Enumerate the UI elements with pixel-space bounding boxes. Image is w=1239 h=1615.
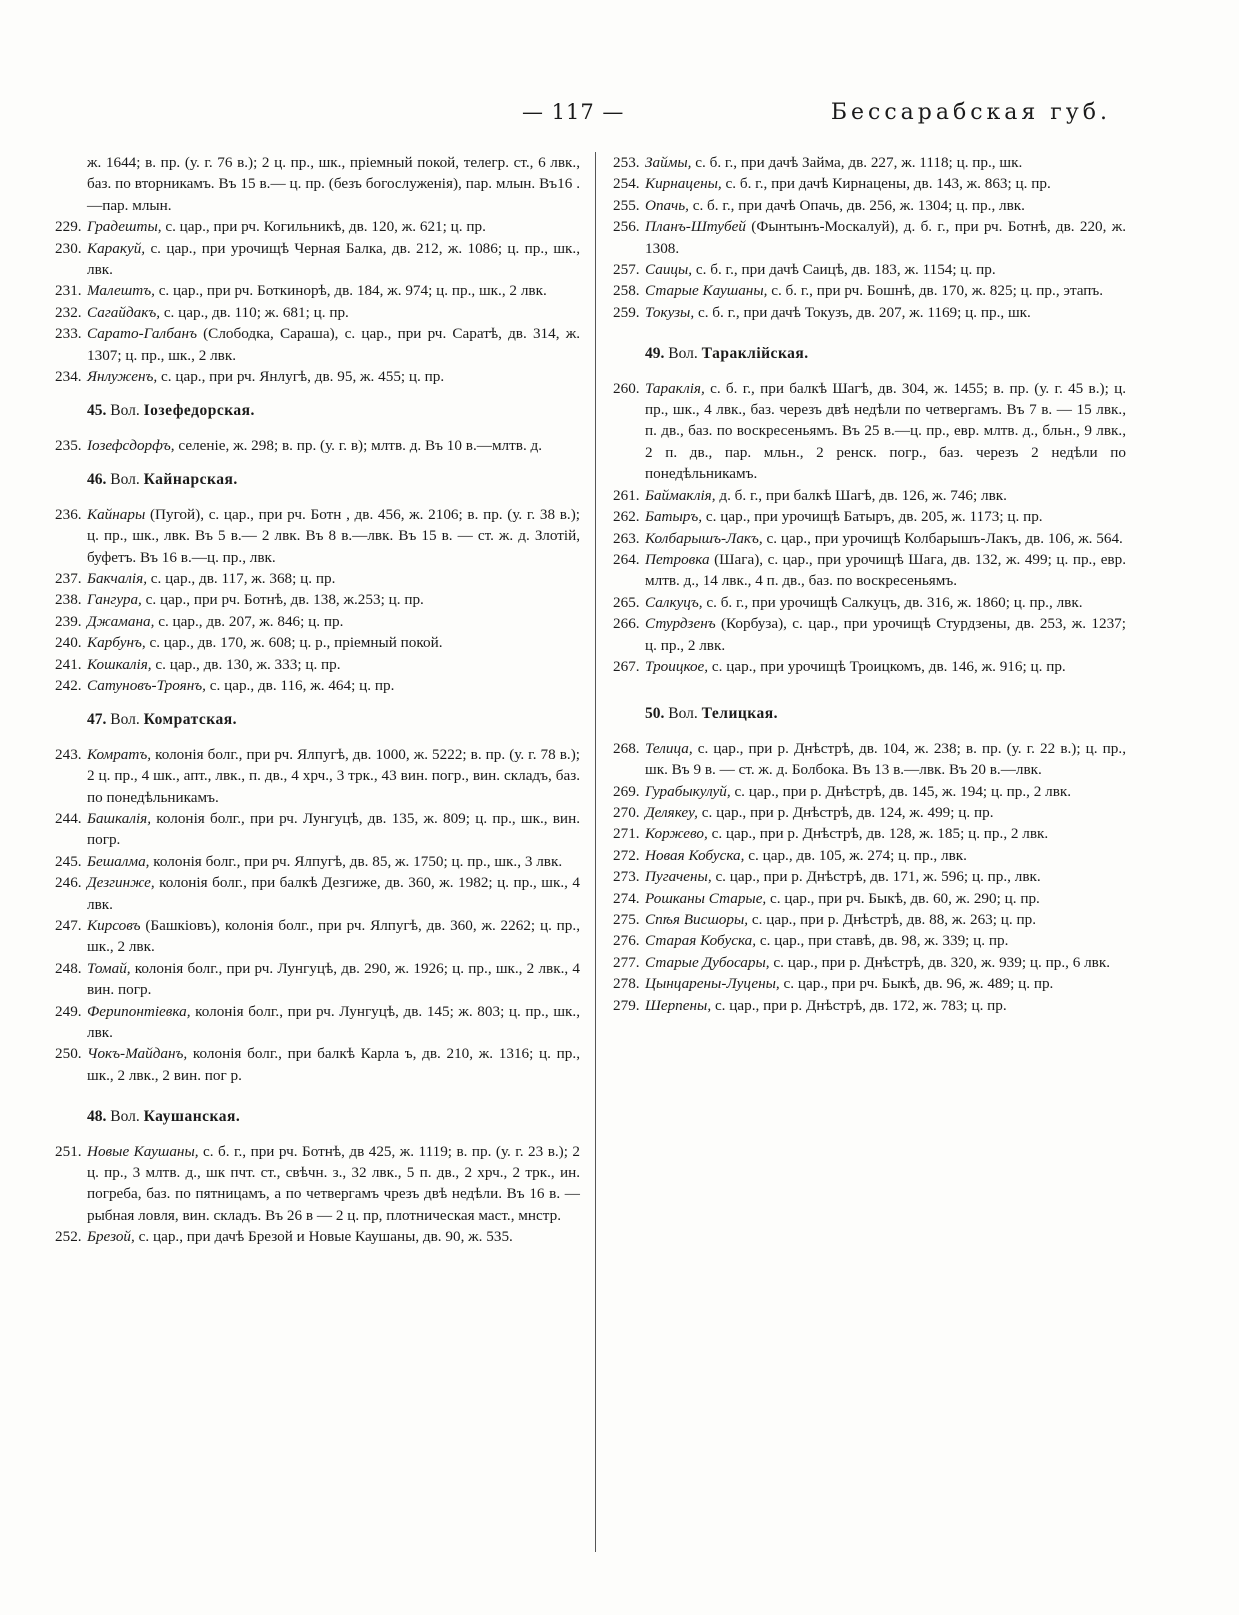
entry-description: с. цар., при урочищѣ Троицкомъ, дв. 146, ж. 916; ц. пр. <box>708 657 1066 675</box>
place-name: Пугачены, <box>645 868 712 886</box>
gazetteer-entry <box>613 845 1126 866</box>
entry-number: 230. <box>55 239 82 257</box>
gazetteer-entry <box>613 528 1126 549</box>
gazetteer-entry <box>55 366 580 387</box>
place-name: Баймаклія, <box>645 486 716 504</box>
gazetteer-entry <box>613 952 1126 973</box>
place-name: Шерпены, <box>645 996 712 1014</box>
entry-number: 233. <box>55 325 82 343</box>
entry-description: с. цар., дв. 207, ж. 846; ц. пр. <box>154 612 344 630</box>
entry-description: колонія болг., при рч. Лунгуцѣ, дв. 135, ж. 809; ц. пр., шк., вин. погр. <box>87 809 580 849</box>
place-name: Петровка <box>645 550 710 568</box>
place-name: Новая Кобуска, <box>645 846 745 864</box>
section-prefix: Вол. <box>110 471 140 489</box>
entry-list <box>55 744 580 1087</box>
entry-number: 244. <box>55 809 82 827</box>
section-number: 48. <box>87 1108 107 1126</box>
entry-description: (Пугой), с. цар., при рч. Ботн , дв. 456, ж. 2106; в. пр. (у. г. 38 в.); ц. пр., шк., лвк. Въ 5 в.— 2 лвк. Въ 8 в.—лвк. Въ 15 в. — ст. ж. д. Злотій, буфетъ. Въ 16 в.—ц. пр., лвк. <box>87 505 580 566</box>
entry-number: 252. <box>55 1228 82 1246</box>
place-name: Планъ-Штубей <box>645 218 746 236</box>
entry-description: с. б. г., при дачѣ Кирнацены, дв. 143, ж. 863; ц. пр. <box>721 175 1051 193</box>
place-name: Рошканы Старые, <box>645 889 767 907</box>
entry-description: с. цар., при рч. Быкѣ, дв. 60, ж. 290; ц. пр. <box>766 889 1040 907</box>
gazetteer-entry <box>613 216 1126 259</box>
gazetteer-entry <box>55 568 580 589</box>
entry-number: 246. <box>55 874 82 892</box>
place-name: Токузы, <box>645 303 695 321</box>
place-name: Саицы, <box>645 261 693 279</box>
section-number: 46. <box>87 471 107 489</box>
place-name: Кошкалія, <box>87 655 152 673</box>
place-name: Гангура, <box>87 591 142 609</box>
section-title: Телицкая. <box>701 705 779 723</box>
entry-description: д. б. г., при балкѣ Шагѣ, дв. 126, ж. 746; лвк. <box>715 486 1007 504</box>
entry-number: 243. <box>55 745 82 763</box>
section-title: Комратская. <box>143 711 237 729</box>
entry-description: с. цар., при рч. Янлугѣ, дв. 95, ж. 455; ц. пр. <box>157 368 445 386</box>
entry-number: 229. <box>55 218 82 236</box>
entry-number: 261. <box>613 486 640 504</box>
place-name: Карбунъ, <box>87 634 146 652</box>
entry-description: колонія болг., при балкѣ Карла ъ, дв. 210, ж. 1316; ц. пр., шк., 2 лвк., 2 вин. пог р. <box>87 1045 580 1084</box>
entry-description: с. цар., при урочищѣ Батыръ, дв. 205, ж. 1173; ц. пр. <box>702 508 1043 526</box>
entry-description: с. цар., при рч. Быкѣ, дв. 96, ж. 489; ц. пр. <box>779 975 1054 993</box>
place-name: Іозефсдорфъ, <box>87 436 175 454</box>
entry-number: 277. <box>613 953 640 971</box>
entry-description: с. цар., при урочищѣ Черная Балка, дв. 212, ж. 1086; ц. пр., шк., лвк. <box>87 239 580 279</box>
gazetteer-entry <box>55 872 580 915</box>
place-name: Бакчалія, <box>87 569 147 587</box>
entry-description: с. цар., дв. 117, ж. 368; ц. пр. <box>147 569 336 587</box>
page-number: — 117 — <box>522 100 625 124</box>
entry-description: (Корбуза), с. цар., при урочищѣ Стурдзены, дв. 253, ж. 1237; ц. пр., 2 лвк. <box>645 615 1126 654</box>
entry-description: с. б. г., при урочищѣ Салкуцъ, дв. 316, ж. 1860; ц. пр., лвк. <box>702 593 1083 611</box>
place-name: Сагайдакъ, <box>87 303 161 321</box>
gazetteer-entry <box>55 1001 580 1044</box>
place-name: Троицкое, <box>645 657 709 675</box>
entry-number: 278. <box>613 975 640 993</box>
gazetteer-entry <box>613 995 1126 1016</box>
entry-description: с. цар., при р. Днѣстрѣ, дв. 320, ж. 939; ц. пр., 6 лвк. <box>769 953 1111 971</box>
gazetteer-entry <box>55 589 580 610</box>
place-name: Кирнацены, <box>645 175 722 193</box>
gazetteer-entry <box>613 866 1126 887</box>
gazetteer-entry <box>613 173 1126 194</box>
section-prefix: Вол. <box>668 705 698 723</box>
entry-description: с. б. г., при дачѣ Займа, дв. 227, ж. 1118; ц. пр., шк. <box>691 154 1023 171</box>
column-divider <box>595 152 596 1552</box>
entry-number: 235. <box>55 436 82 454</box>
entry-description: с. цар., при р. Днѣстрѣ, дв. 171, ж. 596; ц. пр., лвк. <box>711 868 1041 886</box>
place-name: Стурдзенъ <box>645 615 716 633</box>
entry-number: 269. <box>613 782 640 800</box>
gazetteer-entry <box>55 808 580 851</box>
section-title: Іозефедорская. <box>143 402 255 420</box>
entry-description: с. б. г., при дачѣ Токузъ, дв. 207, ж. 1169; ц. пр., шк. <box>694 303 1031 321</box>
entry-number: 238. <box>55 591 82 609</box>
entry-description: с. цар., при рч. Боткинорѣ, дв. 184, ж. 974; ц. пр., шк., 2 лвк. <box>154 282 547 300</box>
entry-number: 257. <box>613 261 640 279</box>
place-name: Старые Дубосары, <box>645 953 770 971</box>
gazetteer-entry <box>55 280 580 301</box>
gazetteer-entry <box>613 506 1126 527</box>
entry-list <box>613 738 1126 1016</box>
entry-description: (Слободка, Сараша), с. цар., при рч. Саратѣ, дв. 314, ж. 1307; ц. пр., шк., 2 лвк. <box>87 325 580 364</box>
entry-number: 275. <box>613 911 640 928</box>
section-prefix: Вол. <box>668 345 698 363</box>
gazetteer-entry <box>55 851 580 872</box>
gazetteer-entry <box>55 238 580 281</box>
entry-number: 255. <box>613 196 640 214</box>
entry-number: 234. <box>55 368 82 386</box>
section-prefix: Вол. <box>110 1108 140 1126</box>
entry-number: 276. <box>613 932 640 950</box>
gazetteer-entry <box>55 216 580 237</box>
entry-list <box>55 504 580 697</box>
gazetteer-entry <box>55 302 580 323</box>
gazetteer-entry <box>55 675 580 696</box>
entry-description: (Фынтынъ-Москалуй), д. б. г., при рч. Ботнѣ, дв. 220, ж. 1308. <box>645 218 1126 257</box>
gazetteer-entry <box>613 152 1126 173</box>
entry-number: 268. <box>613 739 640 757</box>
section-prefix: Вол. <box>110 402 140 420</box>
gazetteer-entry <box>613 549 1126 592</box>
gazetteer-entry <box>613 930 1126 951</box>
entry-number: 258. <box>613 282 640 300</box>
entry-number: 253. <box>613 154 640 171</box>
gazetteer-entry <box>613 592 1126 613</box>
entry-description: с. цар., при р. Днѣстрѣ, дв. 145, ж. 194; ц. пр., 2 лвк. <box>730 782 1072 800</box>
place-name: Сарато-Галбанъ <box>87 325 197 343</box>
entry-description: с. цар., при р. Днѣстрѣ, дв. 172, ж. 783; ц. пр. <box>711 996 1007 1014</box>
entry-number: 240. <box>55 634 82 652</box>
entry-number: 264. <box>613 550 640 568</box>
place-name: Опачь, <box>645 196 689 214</box>
gazetteer-entry <box>613 909 1126 930</box>
place-name: Цынцарены-Луцены, <box>645 975 780 993</box>
entry-description: колонія болг., при рч. Ялпугѣ, дв. 1000, ж. 5222; в. пр. (у. г. 78 в.); 2 ц. пр., 4 шк., апт., лвк., п. дв., 4 хрч., 3 трк., 43 вин. погр., вин. складъ, баз. по понедѣльникамъ. <box>87 745 580 806</box>
entry-number: 267. <box>613 657 640 675</box>
entry-number: 256. <box>613 218 640 236</box>
gazetteer-entry <box>55 654 580 675</box>
entry-number: 242. <box>55 676 82 694</box>
entry-description: с. цар., дв. 170, ж. 608; ц. р., пріемный покой. <box>145 634 443 652</box>
entry-number: 250. <box>55 1045 82 1063</box>
place-name: Башкалія, <box>87 809 152 827</box>
gazetteer-entry <box>55 1043 580 1086</box>
section-title: Тараклійская. <box>701 345 809 363</box>
place-name: Старая Кобуска, <box>645 932 757 950</box>
entry-number: 239. <box>55 612 82 630</box>
entry-number: 263. <box>613 529 640 547</box>
gazetteer-entry <box>55 1226 580 1247</box>
entry-description: с. б. г., при рч. Бошнѣ, дв. 170, ж. 825; ц. пр., этапъ. <box>767 282 1104 300</box>
gazetteer-entry <box>55 323 580 366</box>
entry-number: 266. <box>613 615 640 633</box>
section-number: 45. <box>87 402 107 420</box>
entry-list <box>55 216 580 387</box>
page-header <box>0 100 1239 136</box>
section-heading <box>87 400 580 421</box>
place-name: Комратъ, <box>87 745 152 763</box>
place-name: Займы, <box>645 154 692 171</box>
entry-number: 245. <box>55 852 82 870</box>
gazetteer-entry <box>55 435 580 456</box>
place-name: Гурабыкулуй, <box>645 782 731 800</box>
entry-number: 237. <box>55 569 82 587</box>
entry-description: (Башкіовъ), колонія болг., при рч. Ялпугѣ, дв. 360, ж. 2262; ц. пр., шк., 2 лвк. <box>87 917 580 956</box>
place-name: Спѣя Висшоры, <box>645 911 749 928</box>
place-name: Ферипонтіевка, <box>87 1002 191 1020</box>
place-name: Дезгинже, <box>87 874 155 892</box>
section-number: 49. <box>645 345 665 363</box>
gazetteer-entry <box>55 958 580 1001</box>
section-number: 47. <box>87 711 107 729</box>
gazetteer-entry <box>55 504 580 568</box>
entry-description: селеніе, ж. 298; в. пр. (у. г. в); млтв. д. Въ 10 в.—млтв. д. <box>174 436 543 454</box>
place-name: Бешалма, <box>87 852 150 870</box>
entry-description: колонія болг., при балкѣ Дезгиже, дв. 360, ж. 1982; ц. пр., шк., 4 лвк. <box>87 874 580 913</box>
entry-description: с. цар., при рч. Ботнѣ, дв. 138, ж.253; ц. пр. <box>141 591 424 609</box>
entry-number: 259. <box>613 303 640 321</box>
gazetteer-entry <box>613 656 1126 677</box>
place-name: Янлуженъ, <box>87 368 158 386</box>
gazetteer-entry <box>55 611 580 632</box>
place-name: Томай, <box>87 959 131 977</box>
gazetteer-entry <box>55 1141 580 1227</box>
place-name: Коржево, <box>645 825 708 843</box>
entry-number: 254. <box>613 175 640 193</box>
entry-number: 232. <box>55 303 82 321</box>
section-prefix: Вол. <box>110 711 140 729</box>
section-heading <box>87 469 580 490</box>
entry-number: 273. <box>613 868 640 886</box>
gazetteer-entry <box>613 888 1126 909</box>
entry-description: с. цар., при р. Днѣстрѣ, дв. 104, ж. 238; в. пр. (у. г. 22 в.); ц. пр., шк. Въ 9 в. — ст. ж. д. Болбока. Въ 13 в.—лвк. Въ 20 в.—лвк. <box>645 739 1126 779</box>
entry-number: 279. <box>613 996 640 1014</box>
entry-number: 265. <box>613 593 640 611</box>
place-name: Телица, <box>645 739 693 757</box>
place-name: Салкуцъ, <box>645 593 703 611</box>
place-name: Каракуй, <box>87 239 146 257</box>
section-heading <box>645 703 1126 724</box>
gazetteer-entry <box>613 802 1126 823</box>
gazetteer-entry <box>613 195 1126 216</box>
entry-description: с. цар., дв. 110; ж. 681; ц. пр. <box>160 303 349 321</box>
entry-number: 260. <box>613 379 640 397</box>
place-name: Кирсовъ <box>87 917 141 934</box>
gazetteer-entry <box>613 738 1126 781</box>
entry-number: 248. <box>55 959 82 977</box>
entry-number: 249. <box>55 1002 82 1020</box>
entry-description: с. цар., при урочищѣ Колбарышъ-Лакъ, дв. 106, ж. 564. <box>762 529 1123 547</box>
entry-description: с. цар., дв. 116, ж. 464; ц. пр. <box>205 676 395 694</box>
place-name: Новые Каушаны, <box>87 1142 199 1160</box>
entry-description: с. цар., при дачѣ Брезой и Новые Каушаны, дв. 90, ж. 535. <box>134 1228 513 1246</box>
gazetteer-entry <box>55 632 580 653</box>
place-name: Малештъ, <box>87 282 155 300</box>
entry-description: с. б. г., при дачѣ Опачь, дв. 256, ж. 1304; ц. пр., лвк. <box>688 196 1025 214</box>
section-heading <box>87 709 580 730</box>
entry-description: с. цар., при р. Днѣстрѣ, дв. 128, ж. 185; ц. пр., 2 лвк. <box>707 825 1049 843</box>
entry-description: (Шага), с. цар., при урочищѣ Шага, дв. 132, ж. 499; ц. пр., евр. млтв. д., 14 лвк., 4 п. дв., баз. по воскресеньямъ. <box>645 550 1126 590</box>
place-name: Делякеу, <box>645 803 698 821</box>
place-name: Джамана, <box>87 612 155 630</box>
entry-description: с. цар., при рч. Когильникѣ, дв. 120, ж. 621; ц. пр. <box>161 218 486 236</box>
section-number: 50. <box>645 705 665 723</box>
gazetteer-entry <box>613 302 1126 323</box>
place-name: Колбарышъ-Лакъ, <box>645 529 763 547</box>
entry-description: с. б. г., при рч. Ботнѣ, дв 425, ж. 1119; в. пр. (у. г. 23 в.); 2 ц. пр., 3 млтв. д., шк пчт. ст., свѣчн. з., 32 лвк., 5 п. дв., 2 хрч., 2 трк., ин. погреба, баз. по пятницамъ, а по четвергамъ чрезъ двѣ недѣли. Въ 16 в. — рыбная ловля, вин. складъ. Въ 26 в — 2 ц. пр, плотническая маст., мнстр. <box>87 1142 581 1224</box>
entry-list <box>55 1141 580 1248</box>
entry-description: с. цар., дв. 105, ж. 274; ц. пр., лвк. <box>744 846 967 864</box>
place-name: Кайнары <box>87 505 146 523</box>
entry-description: колонія болг., при рч. Лунгуцѣ, дв. 290, ж. 1926; ц. пр., шк., 2 лвк., 4 вин. погр. <box>87 959 580 999</box>
gazetteer-entry <box>613 485 1126 506</box>
entry-number: 272. <box>613 846 640 864</box>
entry-list <box>613 378 1126 678</box>
entry-description: колонія болг., при рч. Лунгуцѣ, дв. 145; ж. 803; ц. пр., шк., лвк. <box>87 1002 580 1042</box>
entry-number: 241. <box>55 655 82 673</box>
entry-number: 251. <box>55 1142 82 1160</box>
place-name: Тараклія, <box>645 379 705 397</box>
section-heading <box>645 343 1126 364</box>
entry-number: 236. <box>55 505 82 523</box>
gazetteer-entry <box>613 280 1126 301</box>
right-column <box>613 152 1126 1016</box>
entry-description: колонія болг., при рч. Ялпугѣ, дв. 85, ж. 1750; ц. пр., шк., 3 лвк. <box>149 852 563 870</box>
gazetteer-entry <box>613 378 1126 485</box>
entry-number: 270. <box>613 803 640 821</box>
place-name: Чокъ-Майданъ, <box>87 1045 188 1063</box>
running-title: Бессарабская губ. <box>830 100 1111 125</box>
section-title: Кайнарская. <box>143 471 238 489</box>
gazetteer-entry <box>613 781 1126 802</box>
place-name: Сатуновъ-Троянъ, <box>87 676 206 694</box>
place-name: Батыръ, <box>645 508 703 526</box>
gazetteer-entry <box>613 823 1126 844</box>
entry-number: 247. <box>55 917 82 934</box>
section-heading <box>87 1106 580 1127</box>
entry-description: с. цар., при р. Днѣстрѣ, дв. 124, ж. 499; ц. пр. <box>697 803 994 821</box>
entry-description: с. цар., дв. 130, ж. 333; ц. пр. <box>151 655 341 673</box>
entry-description: с. б. г., при дачѣ Саицѣ, дв. 183, ж. 1154; ц. пр. <box>692 261 996 279</box>
gazetteer-entry <box>55 915 580 958</box>
place-name: Градешты, <box>87 218 162 236</box>
section-title: Каушанская. <box>143 1108 241 1126</box>
entry-description: с. цар., при р. Днѣстрѣ, дв. 88, ж. 263; ц. пр. <box>748 911 1037 928</box>
gazetteer-entry <box>613 613 1126 656</box>
entry-number: 262. <box>613 508 640 526</box>
entry-number: 271. <box>613 825 640 843</box>
left-column <box>55 152 580 1248</box>
entry-description: с. б. г., при балкѣ Шагѣ, дв. 304, ж. 1455; в. пр. (у. г. 45 в.); ц. пр., шк., 4 лвк., баз. черезъ двѣ недѣли по четвергамъ. Въ 7 в. — 15 лвк., п. дв., баз. по воскресеньямъ. Въ 25 в.—ц. пр., евр. млтв. д., бльн., 9 лвк., 2 п. дв., пар. мльн., 2 ренск. погр., баз. черезъ 2 недѣли по понедѣльникамъ. <box>645 379 1126 483</box>
entry-description: с. цар., при ставѣ, дв. 98, ж. 339; ц. пр. <box>756 932 1009 950</box>
entry-list <box>613 152 1126 323</box>
entry-number: 274. <box>613 889 640 907</box>
entry-number: 231. <box>55 282 82 300</box>
place-name: Старые Каушаны, <box>645 282 768 300</box>
entry-list <box>55 435 580 456</box>
gazetteer-entry <box>55 744 580 808</box>
place-name: Брезой, <box>87 1228 135 1246</box>
gazetteer-entry <box>613 973 1126 994</box>
continuation-text: ж. 1644; в. пр. (у. г. 76 в.); 2 ц. пр., шк., пріемный покой, телегр. ст., 6 лвк., баз. по вторникамъ. Въ 15 в.— ц. пр. (безъ богослуженія), пар. млын. Въ16 .—пар. млын. <box>87 154 580 214</box>
gazetteer-entry <box>613 259 1126 280</box>
